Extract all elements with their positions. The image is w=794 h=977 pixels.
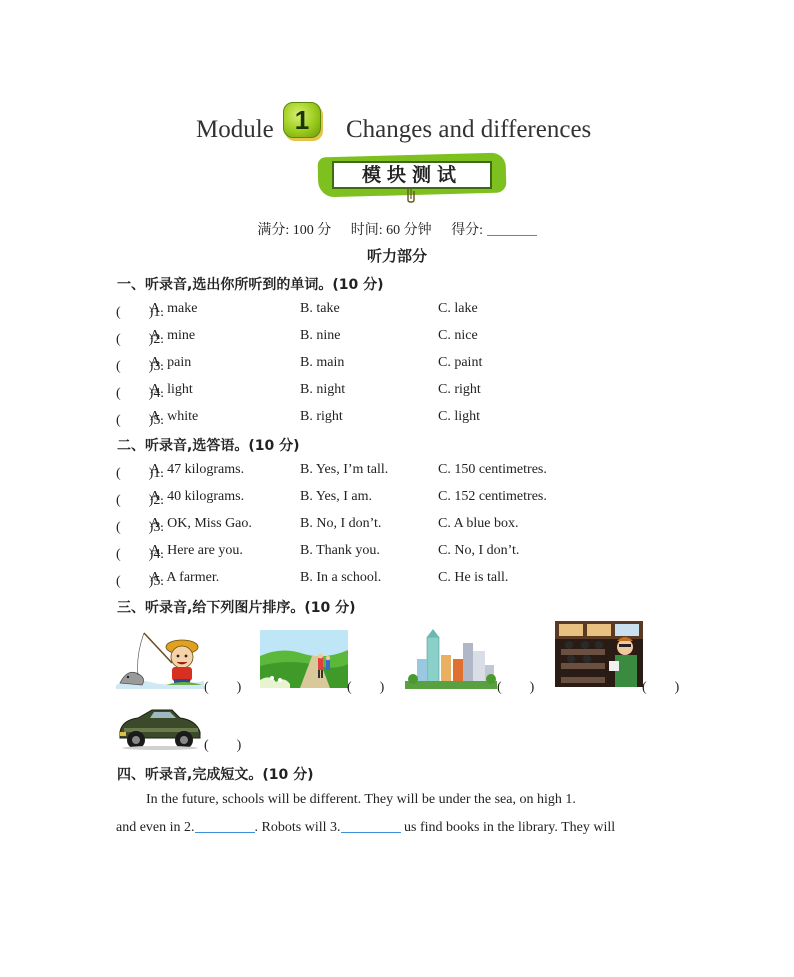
option-b: B. Thank you.	[300, 543, 380, 558]
s2-question-row	[116, 543, 716, 563]
banner-text: 模块测试	[361, 164, 462, 186]
module-title-row	[0, 100, 794, 150]
option-b: B. No, I don’t.	[300, 516, 382, 531]
fishing-boy-picture	[114, 627, 206, 689]
option-a: A. 47 kilograms.	[150, 462, 245, 477]
question-number[interactable]: ( )2.	[116, 332, 164, 347]
option-c: C. He is tall.	[438, 570, 509, 585]
section4-heading: 四、听录音,完成短文。(10 分)	[117, 767, 314, 783]
question-number[interactable]: ( )5.	[116, 413, 164, 428]
blank-3[interactable]	[341, 819, 401, 833]
option-c: C. 150 centimetres.	[438, 462, 547, 477]
module-word: Module	[196, 116, 274, 143]
option-c: C. 152 centimetres.	[438, 489, 547, 504]
classroom-picture	[555, 621, 643, 687]
question-number[interactable]: ( )2.	[116, 493, 164, 508]
passage-line-1: In the future, schools will be different. They will be under the sea, on high 1.	[146, 792, 576, 807]
option-c: C. lake	[438, 301, 478, 316]
s1-question-row	[116, 382, 716, 402]
listening-part-heading: 听力部分	[366, 247, 427, 265]
question-number[interactable]: ( )4.	[116, 386, 164, 401]
option-b: B. In a school.	[300, 570, 382, 585]
full-marks: 满分: 100 分	[257, 223, 332, 238]
s1-question-row	[116, 328, 716, 348]
option-a: A. white	[150, 409, 199, 424]
s1-question-row	[116, 409, 716, 429]
option-c: C. right	[438, 382, 481, 397]
question-number[interactable]: ( )4.	[116, 547, 164, 562]
picture-answer-paren[interactable]: ( )	[642, 680, 680, 695]
question-number[interactable]: ( )3.	[116, 520, 164, 535]
question-number[interactable]: ( )5.	[116, 574, 164, 589]
old-car-picture	[114, 704, 204, 750]
module-number-badge	[283, 102, 321, 138]
time-limit: 时间: 60 分钟	[350, 223, 432, 238]
option-b: B. night	[300, 382, 346, 397]
option-b: B. Yes, I am.	[300, 489, 372, 504]
option-c: C. No, I don’t.	[438, 543, 520, 558]
option-c: C. A blue box.	[438, 516, 519, 531]
option-b: B. nine	[300, 328, 341, 343]
passage-line-2	[116, 819, 676, 836]
picture-answer-paren[interactable]: ( )	[204, 680, 242, 695]
paperclip-icon	[404, 189, 418, 203]
s2-question-row	[116, 462, 716, 482]
option-a: A. Here are you.	[150, 543, 243, 558]
option-a: A. make	[150, 301, 198, 316]
option-a: A. OK, Miss Gao.	[150, 516, 252, 531]
option-a: A. A farmer.	[150, 570, 220, 585]
passage-text: and even in 2.	[116, 820, 195, 835]
banner-label-box	[332, 161, 492, 189]
s1-question-row	[116, 355, 716, 375]
option-a: A. 40 kilograms.	[150, 489, 245, 504]
option-c: C. light	[438, 409, 481, 424]
question-number[interactable]: ( )1.	[116, 466, 164, 481]
picture-answer-paren[interactable]: ( )	[497, 680, 535, 695]
option-b: B. right	[300, 409, 343, 424]
passage-text: us find books in the library. They will	[400, 820, 616, 835]
picture-answer-paren[interactable]: ( )	[204, 738, 242, 753]
s2-question-row	[116, 516, 716, 536]
option-b: B. take	[300, 301, 340, 316]
option-b: B. Yes, I’m tall.	[300, 462, 389, 477]
s2-question-row	[116, 489, 716, 509]
s1-question-row	[116, 301, 716, 321]
option-a: A. pain	[150, 355, 192, 370]
option-b: B. main	[300, 355, 345, 370]
score-line	[0, 219, 794, 239]
question-number[interactable]: ( )1.	[116, 305, 164, 320]
city-skyline-picture	[405, 629, 497, 689]
picture-answer-paren[interactable]: ( )	[347, 680, 385, 695]
option-c: C. paint	[438, 355, 483, 370]
question-number[interactable]: ( )3.	[116, 359, 164, 374]
option-c: C. nice	[438, 328, 478, 343]
test-banner	[318, 155, 506, 201]
passage-text: . Robots will 3.	[254, 820, 341, 835]
section2-heading: 二、听录音,选答语。(10 分)	[117, 438, 300, 454]
option-a: A. light	[150, 382, 193, 397]
section1-heading: 一、听录音,选出你所听到的单词。(10 分)	[117, 277, 384, 293]
score-label: 得分:	[451, 223, 484, 238]
option-a: A. mine	[150, 328, 196, 343]
park-walk-picture	[260, 630, 348, 688]
module-number: 1	[294, 105, 310, 135]
module-title: Changes and differences	[346, 116, 592, 143]
blank-2[interactable]	[195, 819, 255, 833]
section3-heading: 三、听录音,给下列图片排序。(10 分)	[117, 600, 356, 616]
score-blank[interactable]	[487, 222, 537, 236]
s2-question-row	[116, 570, 716, 590]
